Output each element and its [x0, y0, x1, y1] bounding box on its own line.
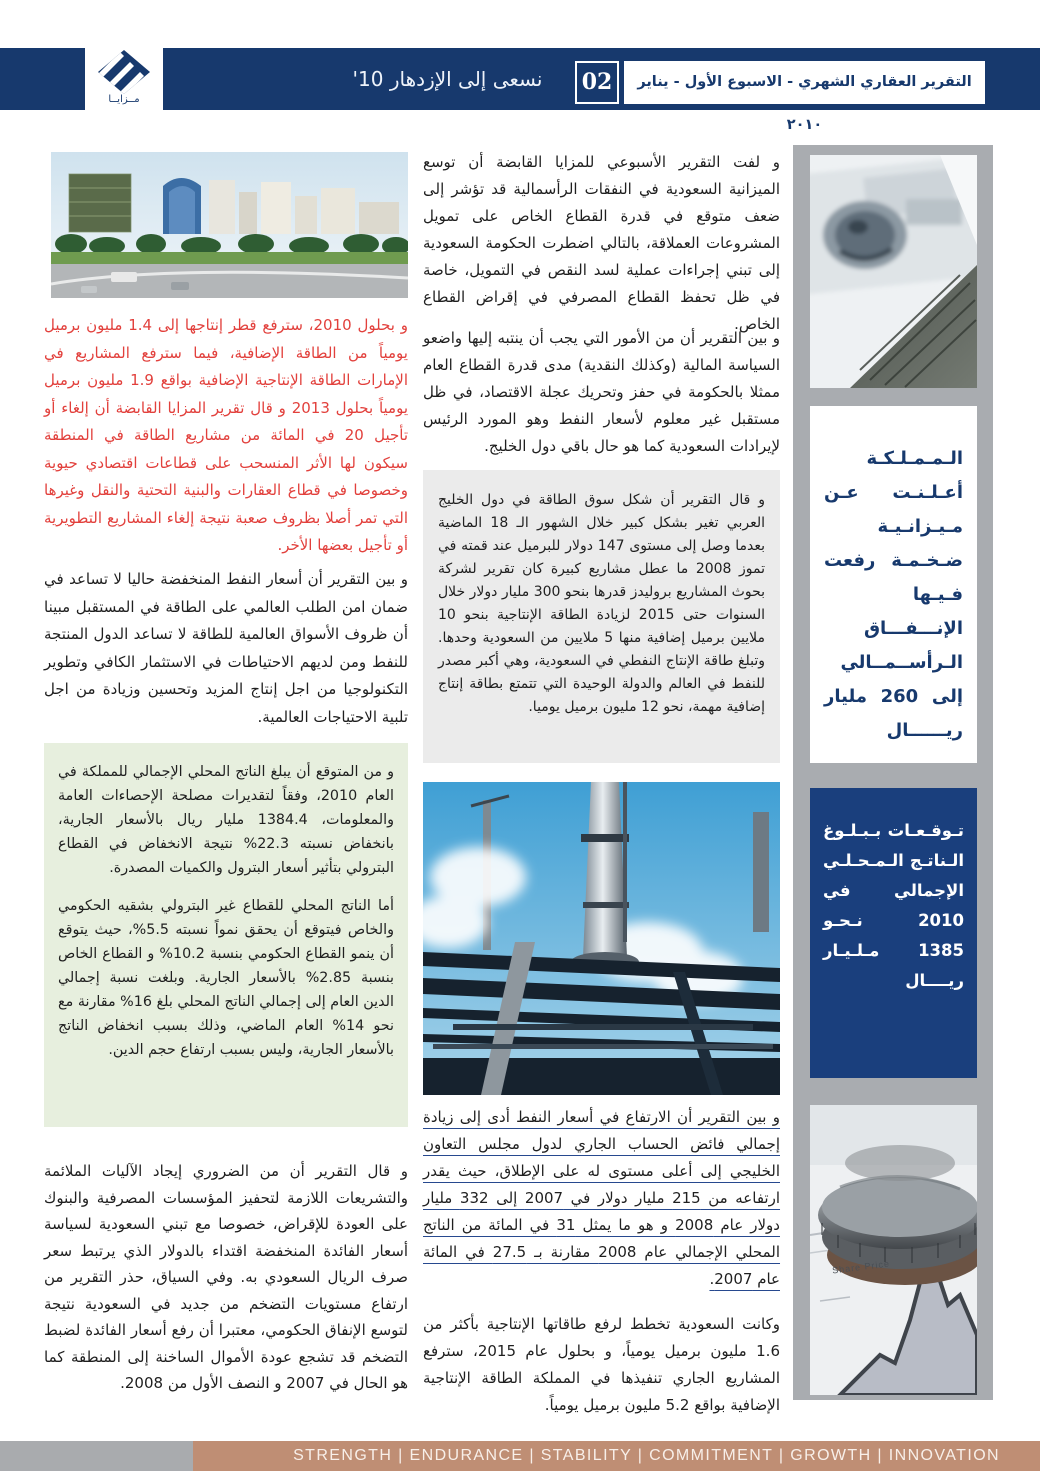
city-skyline-photo — [51, 152, 408, 298]
footer-gray-segment — [0, 1441, 193, 1471]
para-gdp-forecast: و من المتوقع أن يبلغ الناتج المحلي الإجمالي للمملكة في العام 2010، وفقاً لتقديرات مصلحة الإحصاءات العامة والمعلومات، 1384.4 مليار ريال بالأسعار الجارية، بانخفاض نسبته 22.3% نتيجة الانخفاض في القطاع البترولي بتأثير أسعار البترول والكميات المصدرة. — [58, 764, 394, 876]
refinery-photo — [423, 782, 780, 1095]
coins-photo — [810, 1105, 977, 1395]
report-title: التقرير العقاري الشهري - الاسبوع الأول - يناير ٢٠١٠ — [624, 61, 985, 104]
logo-wordmark: مــزايــا — [108, 94, 140, 105]
para-oil-prices: و بين التقرير أن أسعار النفط المنخفضة حاليا لا تساعد في ضمان امن الطلب العالمي على الطاقة في المستقبل مبينا أن ظروف الأسواق العالمية للطاقة لا تساعد الدول المنتجة للنفط ومن لديهم الاحتياطات في الاستثمار الكافي وتطوير التكنولوجيا من اجل إنتاج المزيد وتحسين وزيادة من اجل تلبية الاحتياجات العالمية. — [44, 570, 408, 726]
para-current-account-surplus — [423, 1104, 780, 1293]
page-number-badge: 02 — [575, 61, 619, 104]
gray-highlight-box — [423, 470, 780, 763]
callout-gdp-forecast: تـوقـعـات بـبـلـوغ الـناتـج الـمـحـلـي الإجمالي في 2010 نـحـو 1385 مـلـيـار ريــــال — [810, 788, 977, 1078]
para-fiscal-policy: و بين التقرير أن من الأمور التي يجب أن ينتبه إليها واضعو السياسة المالية (وكذلك النقدية) مدى قدرة القطاع العام ممثلا بالحكومة في حفز وتحريك عجلة الاقتصاد، في ظل مستقبل غير معلوم لأسعار النفط وهو المورد الرئيس لإيرادات السعودية كما هو حال باقي دول الخليج. — [423, 329, 780, 455]
green-highlight-box — [44, 743, 408, 1127]
underlined-text: و بين التقرير أن الارتفاع في أسعار النفط أدى إلى زيادة إجمالي فائض الحساب الجاري لدول مجلس التعاون الخليجي إلى أعلى مستوى له على الإطلاق، حيث يقدر ارتفاعه من 215 مليار دولار في 2007 إلى 332 مليار دولار عام 2008 و هو ما يمثل 31 في المائة من الناتج المحلي الإجمالي عام 2008 مقارنة بـ 27.5 في المائة عام 2007. — [423, 1108, 781, 1288]
para-energy-market: و قال التقرير أن شكل سوق الطاقة في دول الخليج العربي تغير بشكل كبير خلال الشهور الـ 18 الماضية بعدما وصل إلى مستوى 147 دولار للبرميل عند قمته في تموز 2008 ما عطل مشاريع كبيرة كان تقرير لشركة بحوث المشاريع بروليدز قدرها بنحو 300 مليار دولار خلال السنوات حتى 2015 لزيادة الطاقة الإنتاجية بنحو 10 ملايين برميل إضافية منها 5 ملايين من السعودية وحدها. وتبلغ طاقة الإنتاج النفطي في السعودية، وهي أكبر مصدر للنفط في العالم والدولة الوحيدة التي تتمتع بطاقة إنتاج إضافية مهمة، نحو 12 مليون برميل يوميا. — [438, 492, 766, 715]
callout-capital-spending: الـمـمـلـكـة أعـلـنـت عـن مـيـزانـيـة ضـخـمـة رفعت فـيـها الإنـــفـــاق الـرأســمــالي إلى 260 مليار ريــــــال — [810, 406, 977, 763]
para-qatar-production: و بحلول 2010، سترفع قطر إنتاجها إلى 1.4 مليون برميل يومياً من الطاقة الإضافية، فيما سترفع المشاريع في الإمارات الطاقة الإنتاجية الإضافية بواقع 1.9 مليون برميل يومياً بحلول 2013 و قال تقرير المزايا القابضة أن إلغاء أو تأجيل 20 في المائة من مشاريع الطاقة في المنطقة سيكون لها الأثر المنسحب على قطاعات اقتصادي حيوية وخصوصا في قطاع العقارات والبنية التحتية والنقل وغيرها التي تمر أصلا بظروف صعبة نتيجة إلغاء المشاريع التطويرية أو تأجيل بعضها الأخر. — [44, 316, 409, 554]
footer-tagline-bar: STRENGTH | ENDURANCE | STABILITY | COMMITMENT | GROWTH | INNOVATION — [193, 1441, 1040, 1471]
coins-photo-share-price-label: Share Price — [831, 1258, 891, 1276]
header-slogan: نسعى إلى الإزدهار ‎'10 — [352, 67, 543, 91]
para-production-capacity: وكانت السعودية تخطط لرفع طاقاتها الإنتاجية بأكثر من 1.6 مليون برميل يومياً، و بحلول عام 2015، سترفع المشاريع الجاري تنفيذها في المملكة الطاقة الإنتاجية الإضافية بواقع 5.2 مليون برميل يومياً. — [423, 1315, 780, 1414]
para-saudi-budget: و لفت التقرير الأسبوعي للمزايا القابضة أن توسع الميزانية السعودية في النفقات الرأسمالية قد تؤشر إلى ضعف متوقع في قدرة القطاع الخاص على تمويل المشروعات العملاقة، بالتالي اضطرت الحكومة السعودية إلى تبني إجراءات عملية لسد النقص في التمويل، خاصة في ظل تحفظ القطاع المصرفي في إقراض القطاع الخاص. — [423, 153, 780, 333]
mazaya-logo-icon — [98, 50, 150, 94]
para-lending-mechanisms: و قال التقرير أن من الضروري إيجاد الآليات الملائمة والتشريعات اللازمة لتحفيز المؤسسات المصرفية والبنوك على العودة للإقراض، خصوصا مع تبني السعودية لسياسة أسعار الفائدة المنخفضة اقتداء بالدولار الذي يرتبط سعر صرف الريال السعودي به. وفي السياق، حذر التقرير من ارتفاع مستويات التضخم من جديد في السعودية نتيجة لتوسع الإنفاق الحكومي، معتبرا أن رفع أسعار الفائدة لضبط التضخم قد تشجع عودة الأموال الساخنة إلى المنطقة كما هو الحال في 2007 و النصف الأول من 2008. — [44, 1162, 408, 1392]
banknotes-photo — [810, 155, 977, 388]
para-non-oil-sector: أما الناتج المحلي للقطاع غير البترولي بشقيه الحكومي والخاص فيتوقع أن يحقق نمواً نسبته 5.5%، حيث يتوقع أن ينمو القطاع الحكومي بنسبة 10.2% و القطاع الخاص بنسبة 2.85% بالأسعار الجارية. وبلغت نسبة إجمالي الدين العام إلى إجمالي الناتج المحلي بلغ 16% مقارنة مع نحو 14% العام الماضي، وذلك بسبب انخفاض الناتج بالأسعار الجارية، وليس بسبب ارتفاع حجم الدين. — [58, 898, 394, 1058]
header-bar-left-stub — [0, 48, 85, 110]
